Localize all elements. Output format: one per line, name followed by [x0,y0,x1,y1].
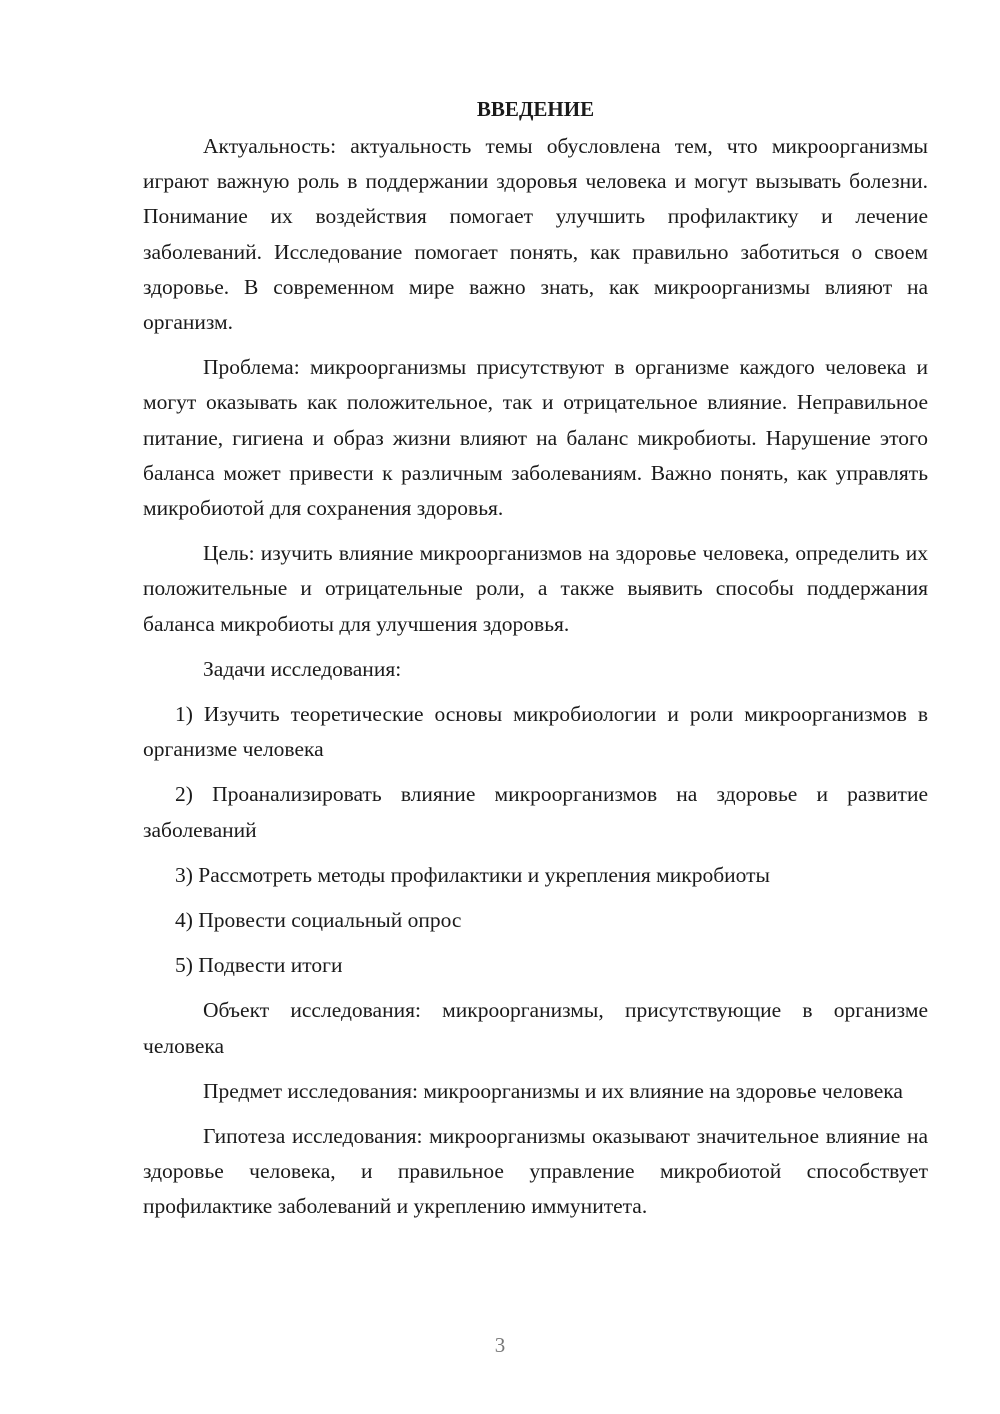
task-item-2: 2) Проанализировать влияние микроорганизмов на здоровье и развитие заболеваний [143,782,928,842]
task-item-4: 4) Провести социальный опрос [175,908,462,933]
task-item-1: 1) Изучить теоретические основы микробиологии и роли микроорганизмов в организме человека [143,702,928,762]
object-paragraph: Объект исследования: микроорганизмы, присутствующие в организме человека [143,998,928,1058]
task-item-5: 5) Подвести итоги [175,953,343,978]
relevance-paragraph: Актуальность: актуальность темы обусловлена тем, что микроорганизмы играют важную роль в поддержании здоровья человека и могут вызывать болезни. Понимание их воздействия помогает улучшить профилактику и лечение заболеваний. Исследование помогает понять, как правильно заботиться о своем здоровье. В современном мире важно знать, как микроорганизмы влияют на организм. [143,134,928,335]
page-title: ВВЕДЕНИЕ [476,97,595,121]
goal-paragraph: Цель: изучить влияние микроорганизмов на здоровье человека, определить их положительные и отрицательные роли, а также выявить способы поддержания баланса микробиоты для улучшения здоровья. [143,541,928,636]
page-number: 3 [494,1333,506,1357]
page-content [143,92,928,1235]
subject-paragraph: Предмет исследования: микроорганизмы и их влияние на здоровье человека [203,1078,903,1103]
task-item-3: 3) Рассмотреть методы профилактики и укрепления микробиоты [175,862,770,887]
hypothesis-paragraph: Гипотеза исследования: микроорганизмы оказывают значительное влияние на здоровье человека, и правильное управление микробиотой способствует профилактике заболеваний и укреплению иммунитета. [143,1124,928,1219]
problem-paragraph: Проблема: микроорганизмы присутствуют в организме каждого человека и могут оказывать как положительное, так и отрицательное влияние. Неправильное питание, гигиена и образ жизни влияют на баланс микробиоты. Нарушение этого баланса может привести к различным заболеваниям. Важно понять, как управлять микробиотой для сохранения здоровья. [143,355,928,521]
tasks-heading: Задачи исследования: [203,656,402,681]
